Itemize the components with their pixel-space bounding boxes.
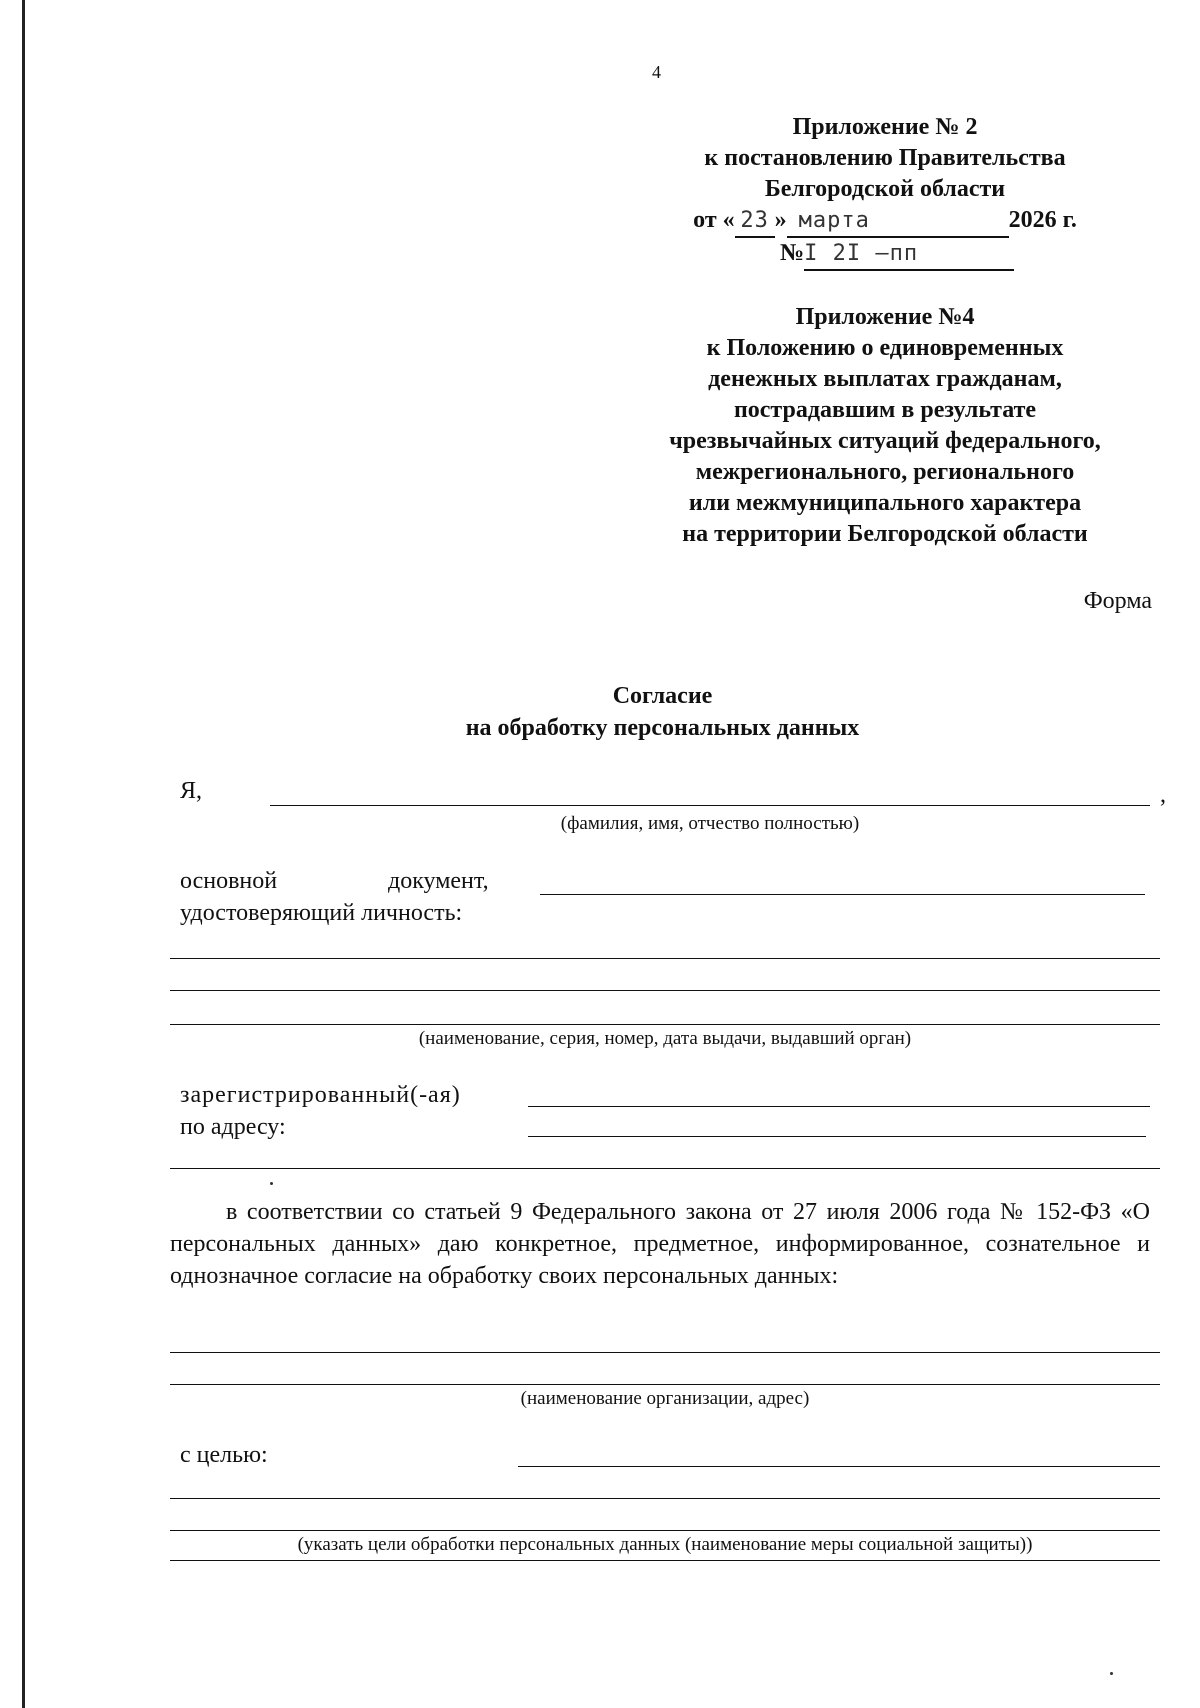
appendix-4-line: пострадавшим в результате (733, 397, 1037, 423)
doc-line-4 (170, 1024, 1160, 1025)
purpose-caption: (указать цели обработки персональных данных (наименование меры социальной защиты)) (297, 1534, 1033, 1555)
reg-label-2: по адресу: (180, 1114, 286, 1140)
appendix-2-line: к постановлению Правительства (704, 145, 1066, 171)
number-value: I 2I –пп (804, 241, 919, 266)
appendix-4-header (640, 302, 1130, 550)
purpose-line-2 (170, 1498, 1160, 1499)
doc-label-1a: основной (180, 868, 278, 894)
doc-line (540, 894, 1145, 895)
date-prefix: от « (693, 207, 735, 233)
fio-comma: , (1160, 782, 1166, 808)
appendix-2-line: Белгородской области (764, 176, 1006, 202)
title-line: Согласие (612, 683, 713, 709)
doc-label-2: удостоверяющий личность: (180, 900, 463, 926)
scan-speck (1110, 1672, 1113, 1675)
reg-label-1: зарегистрированный(-ая) (180, 1082, 461, 1108)
fio-caption: (фамилия, имя, отчество полностью) (560, 813, 860, 834)
reg-line-1 (528, 1106, 1150, 1107)
org-line-1 (170, 1352, 1160, 1353)
document-title (0, 680, 1200, 744)
doc-caption: (наименование, серия, номер, дата выдачи, выдавший орган) (418, 1028, 912, 1049)
appendix-4-line: чрезвычайных ситуаций федерального, (669, 428, 1101, 454)
date-day: 23 (740, 208, 769, 233)
purpose-label: с целью: (180, 1442, 268, 1468)
appendix-2-number (640, 238, 1130, 271)
page-edge (22, 0, 25, 1708)
reg-line-2 (528, 1136, 1146, 1137)
page-number: 4 (652, 62, 661, 82)
appendix-2-title: Приложение № 2 (792, 114, 978, 140)
appendix-4-line: к Положению о единовременных (706, 335, 1064, 361)
appendix-2-header (640, 112, 1130, 271)
number-field (804, 238, 1014, 271)
i-label: Я, (180, 778, 203, 804)
date-close: » (774, 207, 787, 233)
consent-paragraph: в соответствии со статьей 9 Федерального закона от 27 июля 2006 года № 152-ФЗ «О персональных данных» даю конкретное, предметное, информированное, сознательное и однозначное согласие на обработку своих персональных данных: (170, 1199, 1150, 1289)
doc-label-1b: документ, (388, 868, 489, 894)
appendix-4-line: или межмуниципального характера (688, 490, 1082, 516)
org-line-2 (170, 1384, 1160, 1385)
date-month: марта (798, 208, 870, 233)
doc-line-3 (170, 990, 1160, 991)
fio-line (270, 805, 1150, 806)
org-caption: (наименование организации, адрес) (520, 1388, 810, 1409)
form-label: Форма (1083, 588, 1152, 614)
number-prefix: № (780, 240, 805, 266)
doc-line-2 (170, 958, 1160, 959)
date-year: 2026 г. (1008, 207, 1077, 233)
appendix-4-line: межрегионального, регионального (695, 459, 1075, 485)
title-subline: на обработку персональных данных (465, 715, 860, 741)
date-day-field (735, 205, 775, 238)
appendix-4-line: денежных выплатах гражданам, (708, 366, 1062, 392)
purpose-line-1 (518, 1466, 1160, 1467)
scan-speck (270, 1182, 273, 1185)
appendix-4-line: на территории Белгородской области (682, 521, 1088, 547)
appendix-2-date (640, 205, 1130, 238)
appendix-4-title: Приложение №4 (795, 304, 975, 330)
purpose-line-3 (170, 1530, 1160, 1531)
date-month-field (787, 205, 1009, 238)
purpose-line-4 (170, 1560, 1160, 1561)
reg-line-3 (170, 1168, 1160, 1169)
